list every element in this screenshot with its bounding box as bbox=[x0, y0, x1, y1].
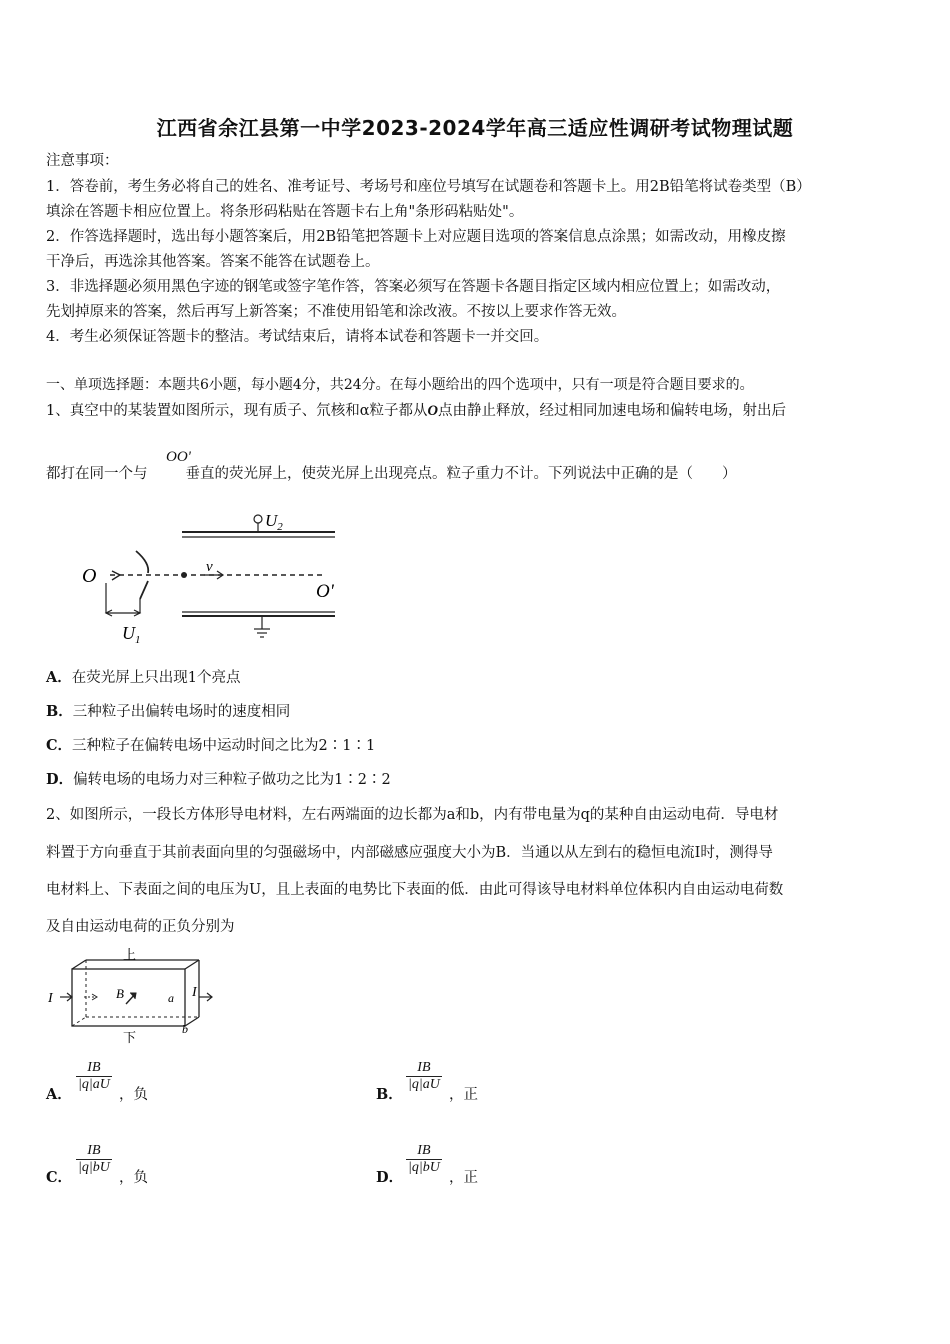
q1-option-d[interactable]: D．偏转电场的电场力对三种粒子做功之比为1∶2∶2 bbox=[46, 771, 391, 788]
q2-option-b-fraction[interactable]: $\frac{IB}{|q|aU}$ bbox=[408, 1060, 440, 1092]
section-heading: 一、单项选择题：本题共6小题，每小题4分，共24分。在每小题给出的四个选项中，只有一项是符合题目要求的。 bbox=[46, 377, 754, 393]
q2-option-d-sign: ，正 bbox=[449, 1170, 478, 1186]
question-2-stem-2: 料置于方向垂直于其前表面向里的匀强磁场中，内部磁感应强度大小为B．当通以从左到右的稳恒电流I时，测得导 bbox=[46, 845, 773, 861]
q2-option-a-fraction[interactable]: $\frac{IB}{|q|aU}$ bbox=[78, 1060, 110, 1092]
o-left-label: O bbox=[82, 565, 97, 587]
page-title: 江西省余江县第一中学2023-2024学年高三适应性调研考试物理试题 bbox=[156, 116, 794, 140]
field-b-label: B bbox=[116, 986, 124, 1001]
notice-line: 干净后，再选涂其他答案。答案不能答在试题卷上。 bbox=[46, 254, 380, 270]
notice-line: 先划掉原来的答案，然后再写上新答案；不准使用铅笔和涂改液。不按以上要求作答无效。 bbox=[46, 304, 626, 320]
q2-option-b-label: B． bbox=[376, 1086, 403, 1103]
notice-line: 1．答卷前，考生务必将自己的姓名、准考证号、考场号和座位号填写在试题卷和答题卡上。用2B铅笔将试卷类型（B） bbox=[46, 179, 811, 195]
q2-option-a-sign: ，负 bbox=[119, 1087, 148, 1103]
edge-b-label: b bbox=[182, 1022, 188, 1036]
o-right-label: O' bbox=[316, 581, 334, 602]
u1-label: $U_1$ bbox=[122, 623, 141, 646]
u2-label: $U_2$ bbox=[265, 511, 283, 533]
q1-option-c[interactable]: C．三种粒子在偏转电场中运动时间之比为2∶1∶1 bbox=[46, 737, 376, 754]
q2-option-b-sign: ，正 bbox=[449, 1087, 478, 1103]
notice-line: 4．考生必须保证答题卡的整洁。考试结束后，请将本试卷和答题卡一并交回。 bbox=[46, 329, 549, 345]
oo-prime-label: OO' bbox=[166, 449, 191, 465]
question-1-figure bbox=[76, 505, 356, 650]
question-2-figure bbox=[44, 946, 214, 1046]
edge-a-label: a bbox=[168, 991, 174, 1005]
velocity-label: v bbox=[206, 559, 213, 575]
question-1-stem: 1、真空中的某装置如图所示，现有质子、氘核和α粒子都从O点由静止释放，经过相同加速电场和偏转电场，射出后 bbox=[46, 403, 786, 419]
question-2-stem-4: 及自由运动电荷的正负分别为 bbox=[46, 919, 235, 935]
q1-option-a[interactable]: A．在荧光屏上只出现1个亮点 bbox=[46, 669, 241, 686]
question-1-stem-2: 都打在同一个与 垂直的荧光屏上，使荧光屏上出现亮点。粒子重力不计。下列说法中正确的是（ ） bbox=[46, 466, 737, 482]
top-label: 上 bbox=[123, 947, 137, 962]
q2-option-d-label: D． bbox=[376, 1169, 404, 1186]
notice-heading: 注意事项： bbox=[46, 153, 119, 169]
q2-option-d-fraction[interactable]: $\frac{IB}{|q|bU}$ bbox=[408, 1143, 440, 1175]
question-2-stem: 2、如图所示，一段长方体形导电材料，左右两端面的边长都为a和b，内有带电量为q的某种自由运动电荷．导电材 bbox=[46, 807, 779, 823]
q2-option-c-label: C． bbox=[46, 1169, 73, 1186]
current-left-label: I bbox=[48, 991, 53, 1006]
notice-line: 填涂在答题卡相应位置上。将条形码粘贴在答题卡右上角"条形码粘贴处"。 bbox=[46, 204, 524, 220]
q1-option-b[interactable]: B．三种粒子出偏转电场时的速度相同 bbox=[46, 703, 291, 720]
current-right-label: I bbox=[192, 985, 197, 1000]
question-2-stem-3: 电材料上、下表面之间的电压为U，且上表面的电势比下表面的低．由此可得该导电材料单位体积内自由运动电荷数 bbox=[46, 882, 784, 898]
q2-option-c-sign: ，负 bbox=[119, 1170, 148, 1186]
notice-line: 3．非选择题必须用黑色字迹的钢笔或签字笔作答，答案必须写在答题卡各题目指定区域内相应位置上；如需改动， bbox=[46, 279, 781, 295]
notice-line: 2．作答选择题时，选出每小题答案后，用2B铅笔把答题卡上对应题目选项的答案信息点涂黑；如需改动，用橡皮擦 bbox=[46, 229, 786, 245]
bottom-label: 下 bbox=[123, 1030, 137, 1045]
q2-option-a-label: A． bbox=[46, 1086, 72, 1103]
q2-option-c-fraction[interactable]: $\frac{IB}{|q|bU}$ bbox=[78, 1143, 110, 1175]
